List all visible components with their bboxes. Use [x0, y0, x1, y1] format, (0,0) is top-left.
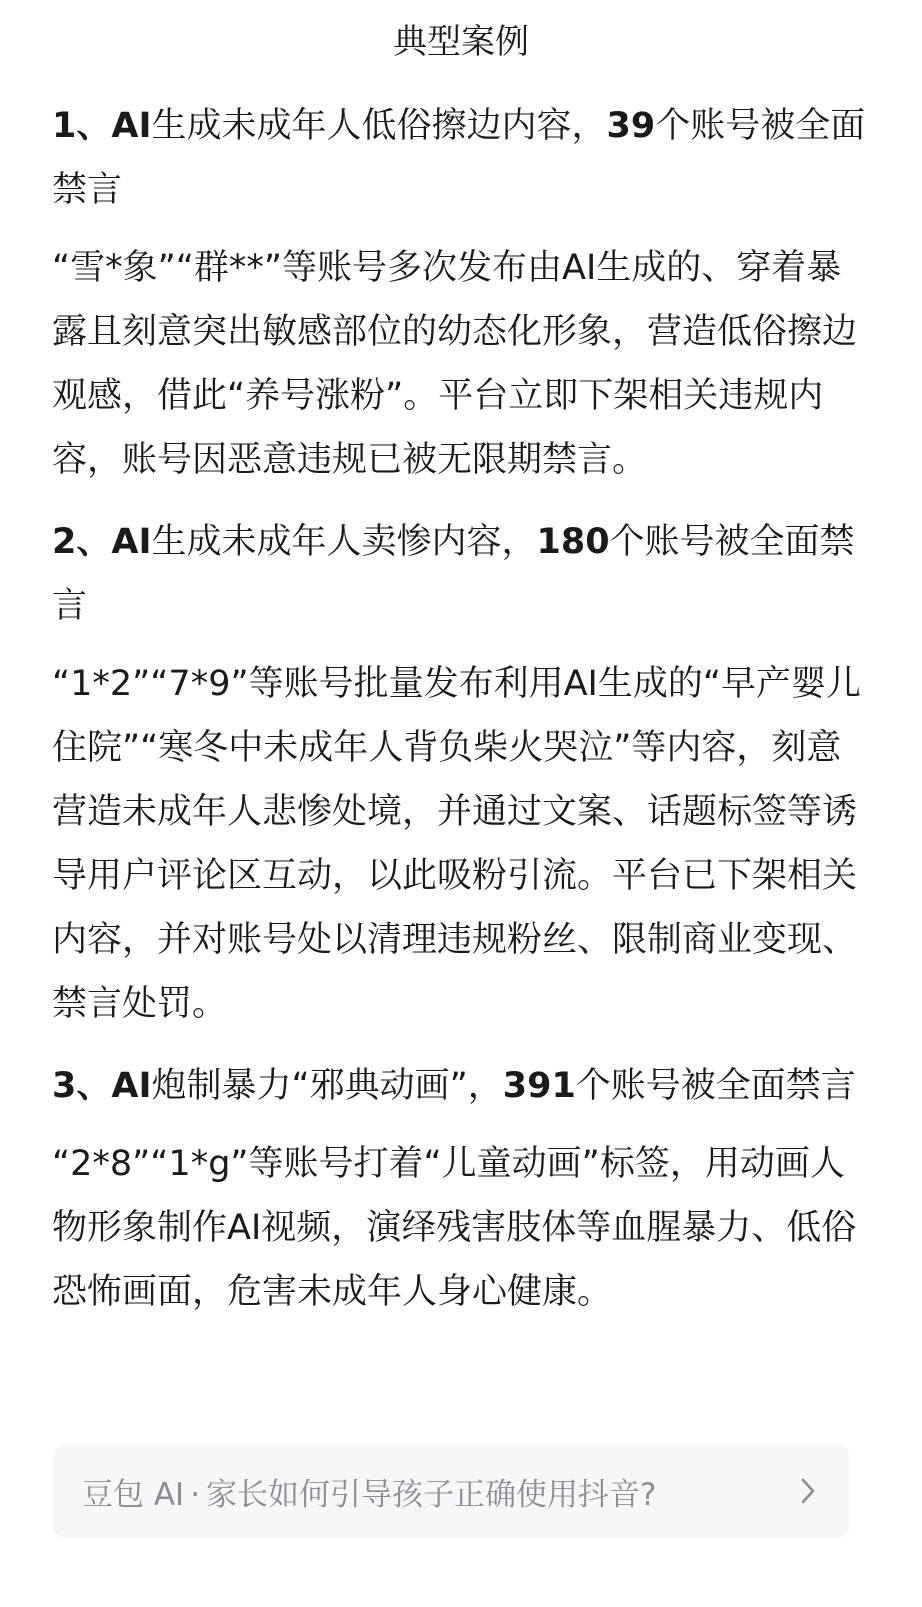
article-content: [52, 94, 870, 1342]
case-number: 1、AI: [52, 106, 152, 146]
case-body: “2*8”“1*g”等账号打着“儿童动画”标签，用动画人物形象制作AI视频，演绎残害肢体等血腥暴力、低俗恐怖画面，危害未成年人身心健康。: [52, 1144, 857, 1312]
case-count: 39: [606, 106, 656, 146]
case-count: 180: [536, 522, 610, 562]
suggestion-query: 家长如何引导孩子正确使用抖音?: [206, 1476, 657, 1513]
case-heading: [52, 1054, 870, 1118]
case-number: 3、AI: [52, 1066, 152, 1106]
case-heading-tail: 个账号被全面禁言: [52, 106, 866, 210]
case-body: “1*2”“7*9”等账号批量发布利用AI生成的“早产婴儿住院”“寒冬中未成年人背负柴火哭泣”等内容，刻意营造未成年人悲惨处境，并通过文案、话题标签等诱导用户评论区互动，以此吸粉引流。平台已下架相关内容，并对账号处以清理违规粉丝、限制商业变现、禁言处罚。: [52, 664, 862, 1024]
ai-suggestion-bar[interactable]: [52, 1444, 850, 1538]
case-count: 391: [502, 1066, 576, 1106]
case-number: 2、AI: [52, 522, 152, 562]
case-heading-text: 生成未成年人卖惨内容，: [151, 522, 537, 562]
case-heading: [52, 510, 870, 638]
case-heading: [52, 94, 870, 222]
suggestion-source: 豆包 AI: [82, 1476, 185, 1513]
case-body: “雪*象”“群**”等账号多次发布由AI生成的、穿着暴露且刻意突出敏感部位的幼态化形象，营造低俗擦边观感，借此“养号涨粉”。平台立即下架相关违规内容，账号因恶意违规已被无限期禁言。: [52, 248, 858, 480]
case-2: [52, 510, 870, 1036]
case-heading-tail: 个账号被全面禁言: [52, 522, 855, 626]
case-heading-text: 生成未成年人低俗擦边内容，: [151, 106, 607, 146]
case-heading-tail: 个账号被全面禁言: [575, 1066, 856, 1106]
suggestion-text: [82, 1469, 796, 1514]
case-1: [52, 94, 870, 492]
case-3: [52, 1054, 870, 1324]
case-heading-text: 炮制暴力“邪典动画”，: [151, 1066, 503, 1106]
suggestion-separator: ·: [190, 1476, 201, 1513]
chevron-right-icon: [796, 1471, 820, 1511]
page-title: 典型案例: [393, 22, 529, 62]
